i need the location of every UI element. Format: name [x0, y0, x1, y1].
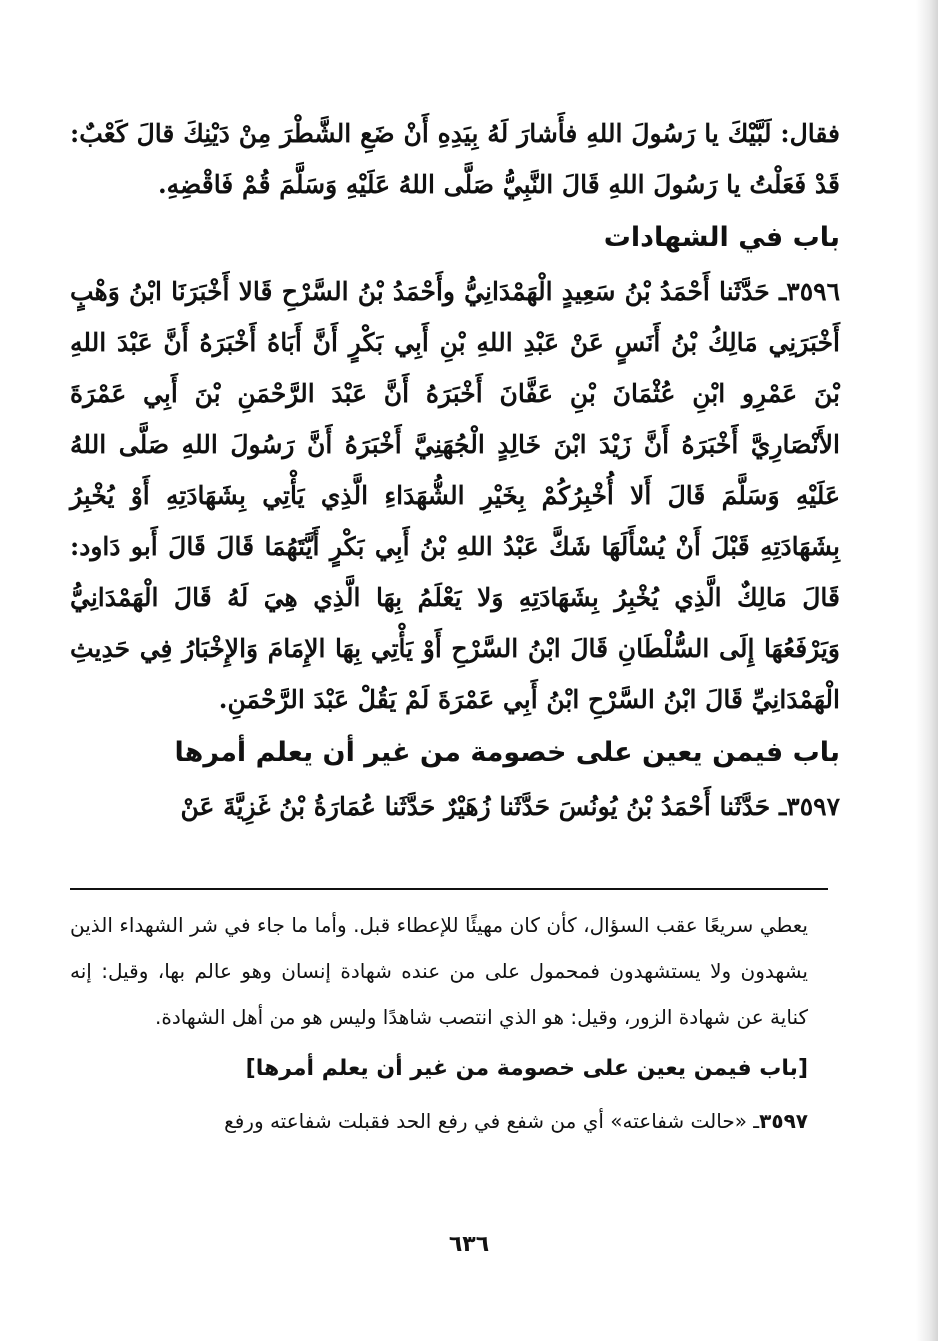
- hadith-paragraph-3596: [70, 266, 840, 725]
- hadith-number: ٣٥٩٦: [786, 277, 840, 306]
- commentary-paragraph: يعطي سريعًا عقب السؤال، كأن كان مهيئًا للإعطاء قبل. وأما ما جاء في شر الشهداء الذين يشهدون ولا يستشهدون فمحمول على من عنده شهادة إنسان وهو عالم بها، وقيل: إنه كناية عن شهادة الزور، وقيل: هو الذي انتصب شاهدًا وليس هو من أهل الشهادة.: [70, 913, 808, 1029]
- chapter-heading-testimonies: باب في الشهادات: [603, 222, 840, 253]
- hadith-text: ـ حَدَّثَنا أَحْمَدُ بْنُ سَعِيدٍ الْهَمْدَانِيُّ وأَحْمَدُ بْنُ السَّرْحِ قَالا أَخْبَرَنَا ابْنُ وَهْبٍ أَخْبَرَنِي مَالِكُ بْنُ أَنَسٍ عَنْ عَبْدِ اللهِ بْنِ أَبِي بَكْرٍ أَنَّ أَبَاهُ أَخْبَرَهُ أَنَّ عَبْدَ اللهِ بْنَ عَمْرِو ابْنِ عُثْمَانَ بْنِ عَفَّانَ أَخْبَرَهُ أَنَّ عَبْدَ الرَّحْمَنِ بْنَ أَبِي عَمْرَةَ الأَنْصَارِيَّ أَخْبَرَهُ أَنَّ زَيْدَ ابْنَ خَالِدٍ الْجُهَنِيَّ أَخْبَرَهُ أَنَّ رَسُولَ اللهِ صَلَّى اللهُ عَلَيْهِ وَسَلَّمَ قَالَ أَلا أُخْبِرُكُمْ بِخَيْرِ الشُّهَدَاءِ الَّذِي يَأْتِي بِشَهَادَتِهِ أَوْ يُخْبِرُ بِشَهَادَتِهِ قَبْلَ أَنْ يُسْأَلَهَا شَكَّ عَبْدُ اللهِ بْنُ أَبِي بَكْرٍ أَيَّتَهُمَا قَالَ قَالَ أَبو دَاود: قَالَ مَالِكٌ الَّذِي يُخْبِرُ بِشَهَادَتِهِ وَلا يَعْلَمُ بِهَا الَّذِي هِيَ لَهُ قَالَ الْهَمْدَانِيُّ وَيَرْفَعُهَا إِلَى السُّلْطَانِ قَالَ ابْنُ السَّرْحِ أَوْ يَأْتِي بِهَا الإِمَامَ وَالإِخْبَارُ فِي حَدِيثِ الْهَمْدَانِيِّ قَالَ ابْنُ السَّرْحِ ابْنُ أَبِي عَمْرَةَ لَمْ يَقُلْ عَبْدَ الرَّحْمَنِ.: [70, 277, 840, 714]
- commentary-heading: [باب فيمن يعين على خصومة من غير أن يعلم أمرها]: [245, 1056, 808, 1081]
- hadith-number: ٣٥٩٧: [786, 792, 840, 821]
- hadith-text: ـ حَدَّثَنا أَحْمَدُ بْنُ يُونُسَ حَدَّثَنا زُهَيْرٌ حَدَّثَنا عُمَارَةُ بْنُ غَزِيَّةَ عَنْ: [180, 792, 787, 821]
- main-text: [70, 108, 840, 832]
- commentary-paragraph-3597: [70, 1098, 808, 1144]
- intro-paragraph: فقال: لَبَّيْكَ يا رَسُولَ اللهِ فأَشارَ لَهُ بِيَدِهِ أَنْ ضَعِ الشَّطْرَ مِنْ دَيْنِكَ قالَ كَعْبٌ: قَدْ فَعَلْتُ يا رَسُولَ اللهِ قَالَ النَّبِيُّ صَلَّى اللهُ عَلَيْهِ وَسَلَّمَ قُمْ فَاقْضِهِ.: [70, 119, 840, 199]
- page-edge-shadow: [916, 0, 938, 1341]
- commentary-text: ـ «حالت شفاعته» أي من شفع في رفع الحد فقبلت شفاعته ورفع: [224, 1109, 760, 1133]
- chapter-heading-assisting-dispute: باب فيمن يعين على خصومة من غير أن يعلم أمرها: [174, 737, 840, 768]
- commentary-number: ٣٥٩٧: [759, 1109, 808, 1133]
- hadith-paragraph-3597: [70, 781, 840, 832]
- commentary-notes: [70, 902, 808, 1144]
- page-number: ٦٣٦: [448, 1232, 490, 1257]
- footnote-divider: [70, 888, 828, 890]
